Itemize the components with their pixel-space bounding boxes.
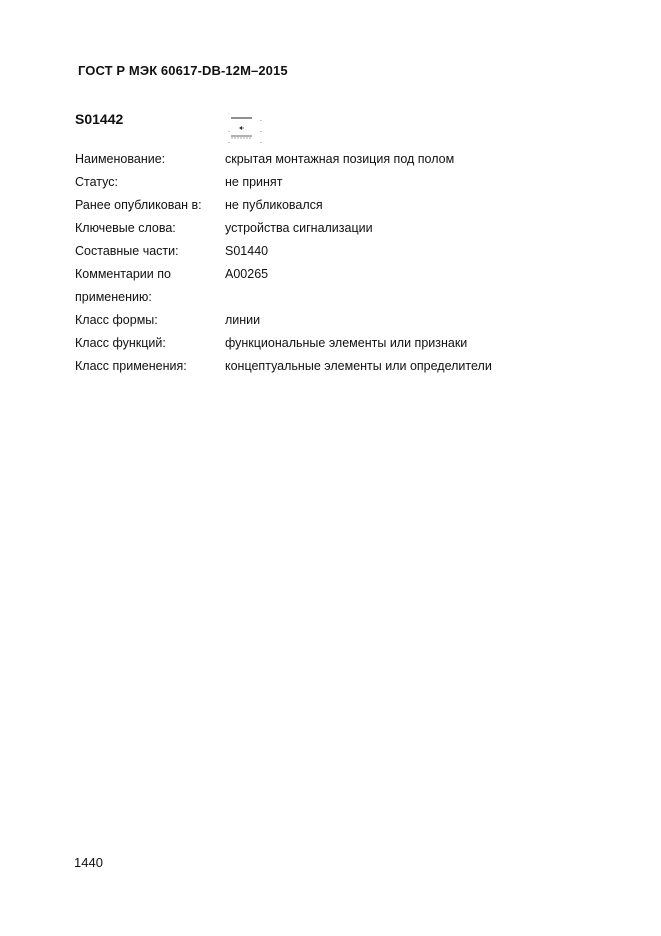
property-value: не публиковался (225, 198, 323, 212)
property-label: Класс применения: (75, 359, 187, 373)
property-row (75, 286, 635, 309)
property-label: Комментарии по (75, 267, 171, 281)
property-label: Наименование: (75, 152, 166, 166)
property-value (225, 286, 635, 309)
property-value: S01440 (225, 244, 269, 258)
property-row (75, 263, 635, 286)
property-row (75, 194, 635, 217)
property-value: функциональные элементы или признаки (225, 336, 468, 350)
property-label: Класс функций: (75, 336, 166, 350)
property-row (75, 332, 635, 355)
property-row (75, 171, 635, 194)
property-value: не принят (225, 175, 283, 189)
property-label: Составные части: (75, 244, 179, 258)
property-label: Ранее опубликован в: (75, 198, 202, 212)
property-row (75, 355, 635, 378)
hidden-floor-mounting-position-symbol-icon (228, 111, 264, 145)
property-label: Статус: (75, 175, 118, 189)
property-value: устройства сигнализации (225, 221, 373, 235)
symbol-properties (75, 148, 635, 378)
standard-header: ГОСТ Р МЭК 60617-DB-12М–2015 (78, 63, 288, 78)
property-value: скрытая монтажная позиция под полом (225, 152, 455, 166)
property-value: концептуальные элементы или определители (225, 359, 492, 373)
page-number: 1440 (74, 855, 103, 870)
property-label: Класс формы: (75, 313, 158, 327)
property-row (75, 240, 635, 263)
property-row (75, 148, 635, 171)
property-row (75, 217, 635, 240)
property-label: применению: (75, 290, 152, 304)
property-value: A00265 (225, 267, 269, 281)
symbol-code: S01442 (75, 111, 124, 127)
property-label: Ключевые слова: (75, 221, 176, 235)
property-value: линии (225, 313, 261, 327)
property-row (75, 309, 635, 332)
